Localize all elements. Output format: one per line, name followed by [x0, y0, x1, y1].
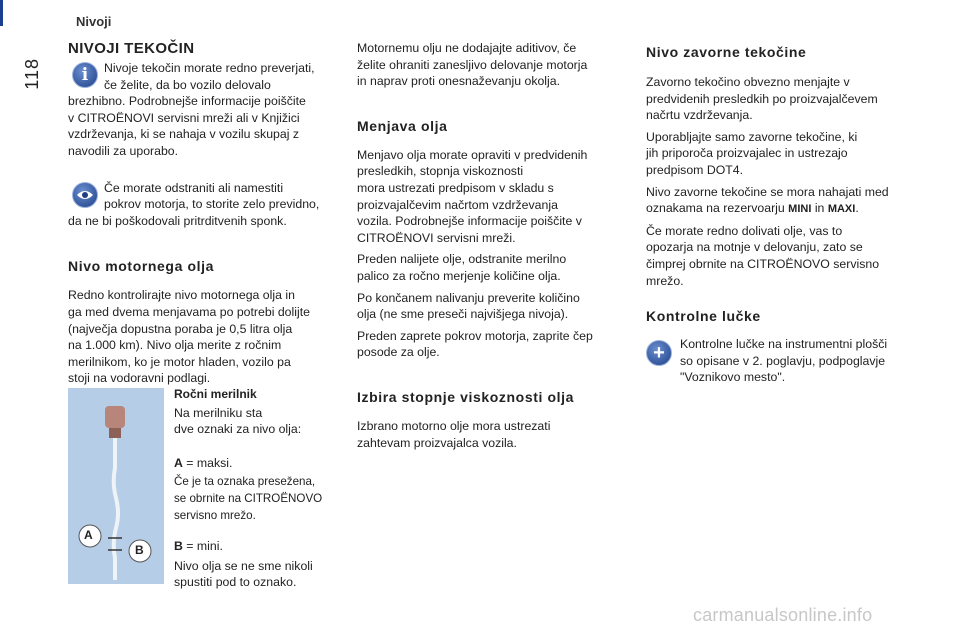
change-paragraph-1: [357, 147, 625, 247]
heading-viscosity: Izbira stopnje viskoznosti olja: [357, 388, 574, 405]
text-line: Uporabljajte samo zavorne tekočine, ki: [646, 129, 858, 144]
lamps-note-text: [646, 336, 922, 386]
text-line: Na merilniku sta: [174, 405, 263, 420]
text-line: Nivoje tekočin morate redno preverjati,: [104, 61, 315, 75]
text-line: palico za ročno merjenje količine olja.: [357, 268, 561, 283]
text-line: presledkih, stopnja viskoznosti: [357, 164, 524, 179]
dipstick-illustration: [68, 388, 164, 584]
text-line: (največja dopustna poraba je 0,5 litra olja: [68, 321, 293, 336]
dipstick-intro: [174, 405, 346, 438]
text-line: ga med dvema menjavama po potrebi dolijte: [68, 304, 310, 319]
text-line: servisno mrežo.: [174, 508, 256, 522]
mini-label: MINI: [788, 203, 812, 216]
text-line: na 1.000 km). Nivo olja merite z ročnim: [68, 338, 282, 353]
text-line: načrtu vzdrževanja.: [646, 108, 753, 123]
heading-warning-lamps: Kontrolne lučke: [646, 308, 761, 325]
oil-paragraph: [68, 287, 344, 387]
text-line: Zavorno tekočino obvezno menjajte v: [646, 75, 850, 89]
brake-paragraph-2: [646, 129, 922, 179]
text-line: Menjavo olja morate opraviti v predvidenih: [357, 147, 588, 162]
brake-paragraph-4: [646, 223, 922, 289]
text-line: CITROËNOVI servisni mreži.: [357, 230, 516, 245]
viscosity-paragraph: [357, 418, 625, 451]
column-1: [68, 40, 344, 387]
lamps-note: [646, 336, 922, 386]
maxi-label: MAXI: [827, 203, 856, 216]
text-line: zahtevam proizvajalca vozila.: [357, 435, 517, 450]
eco-note: [68, 180, 344, 230]
column-2: [357, 40, 625, 451]
text-line: Nivo olja se ne sme nikoli: [174, 558, 313, 573]
text-line: Preden zaprete pokrov motorja, zaprite čep: [357, 328, 593, 343]
text-line: želite ohraniti zanesljivo delovanje motorja: [357, 57, 588, 72]
text-line: če želite, da bo vozilo delovalo: [104, 77, 271, 92]
text-line: Če morate redno dolivati olje, vas to: [646, 223, 843, 238]
text-line: olja (ne sme preseči najvišjega nivoja).: [357, 307, 569, 322]
text-line: in naprav proti onesnaževanju okolja.: [357, 74, 561, 89]
plus-icon: +: [646, 340, 672, 366]
heading-brake-fluid: Nivo zavorne tekočine: [646, 44, 807, 60]
text-line: Če je ta oznaka presežena,: [174, 475, 316, 489]
eco-note-head: [68, 180, 344, 213]
text-line: Preden nalijete olje, odstranite merilno: [357, 252, 567, 267]
text-line: merilnikom, ko je motor hladen, vozilo pa: [68, 354, 291, 369]
text-line: jih priporoča proizvajalec in ustrezajo: [646, 146, 848, 161]
text-line: Nivo zavorne tekočine se mora nahajati med: [646, 184, 889, 199]
page-title: NIVOJI TEKOČIN: [68, 40, 195, 57]
additive-paragraph: [357, 40, 625, 90]
heading-engine-oil: Nivo motornega olja: [68, 258, 214, 275]
text-line: stoji na vodoravni podlagi.: [68, 371, 211, 386]
text-line: dve oznaki za nivo olja:: [174, 422, 302, 437]
text-span: in: [811, 201, 828, 216]
change-paragraph-2: [357, 251, 625, 284]
mark-a-text: = maksi.: [182, 455, 233, 470]
dipstick-title: Ročni merilnik: [174, 387, 257, 401]
text-line: spustiti pod to oznako.: [174, 575, 297, 590]
text-line: "Voznikovo mesto".: [680, 370, 786, 385]
text-span: oznakama na rezervoarju: [646, 201, 789, 216]
mark-b-line: [174, 538, 346, 555]
header-accent-bar: [0, 0, 3, 26]
text-line: brezhibno. Podrobnejše informacije poiščite: [68, 94, 306, 109]
text-line: Izbrano motorno olje mora ustrezati: [357, 418, 551, 433]
text-line: predpisom DOT4.: [646, 162, 744, 177]
text-line: v CITROËNOVI servisni mreži ali v Knjižici: [68, 110, 300, 125]
mark-b-text: = mini.: [182, 539, 223, 554]
text-line: navodili za uporabo.: [68, 143, 179, 158]
brake-paragraph-3: [646, 184, 922, 218]
text-line: posode za olje.: [357, 345, 440, 360]
mark-a-line: [174, 455, 346, 472]
text-line: da ne bi poškodovali pritrditvenih sponk.: [68, 213, 287, 228]
text-line: opozarja na motnje v delovanju, zato se: [646, 240, 863, 255]
text-line: so opisane v 2. poglavju, podpoglavje: [680, 353, 886, 368]
text-line: vzdrževanja, ki se nahaja v vozilu skupaj z: [68, 127, 300, 142]
text-line: vozila. Podrobnejše informacije poiščite v: [357, 214, 582, 229]
text-line: čimprej obrnite na CITROËNOVO servisno: [646, 256, 880, 271]
text-line: Redno kontrolirajte nivo motornega olja in: [68, 288, 295, 303]
heading-oil-change: Menjava olja: [357, 117, 448, 134]
text-line: pokrov motorja, to storite zelo previdno,: [104, 197, 320, 212]
mark-a-letter: A: [174, 455, 183, 470]
eye-icon: [72, 182, 98, 208]
text-line: se obrnite na CITROËNOVO: [174, 491, 323, 505]
dipstick-text: [174, 386, 346, 591]
text-line: Kontrolne lučke na instrumentni plošči: [680, 337, 888, 352]
text-line: predvidenih presledkih po proizvajalčevem: [646, 91, 878, 106]
brake-paragraph-1: [646, 74, 922, 124]
info-icon: i: [72, 62, 98, 88]
mark-b-letter: B: [174, 539, 183, 554]
text-line: proizvajalčevim načrtom vzdrževanja: [357, 197, 558, 212]
text-line: Če morate odstraniti ali namestiti: [104, 180, 284, 195]
label-b: B: [135, 543, 144, 557]
text-span: .: [855, 201, 859, 216]
page-number: 118: [22, 58, 42, 90]
text-line: Po končanem nalivanju preverite količino: [357, 290, 580, 305]
section-header: Nivoji: [76, 14, 112, 29]
change-paragraph-4: [357, 328, 625, 361]
change-paragraph-3: [357, 290, 625, 323]
watermark: carmanualsonline.info: [693, 605, 873, 625]
mark-b-note: [174, 558, 346, 591]
label-a: A: [84, 528, 93, 542]
dipstick-image: [68, 388, 164, 584]
mark-a-note: [174, 474, 346, 524]
info-note-head: [68, 60, 344, 93]
text-line: mora ustrezati predpisom v skladu s: [357, 180, 554, 195]
info-note: [68, 60, 344, 160]
column-3: [646, 40, 922, 386]
text-line: [646, 200, 922, 218]
text-line: mrežo.: [646, 273, 684, 288]
text-line: Motornemu olju ne dodajajte aditivov, če: [357, 41, 577, 55]
